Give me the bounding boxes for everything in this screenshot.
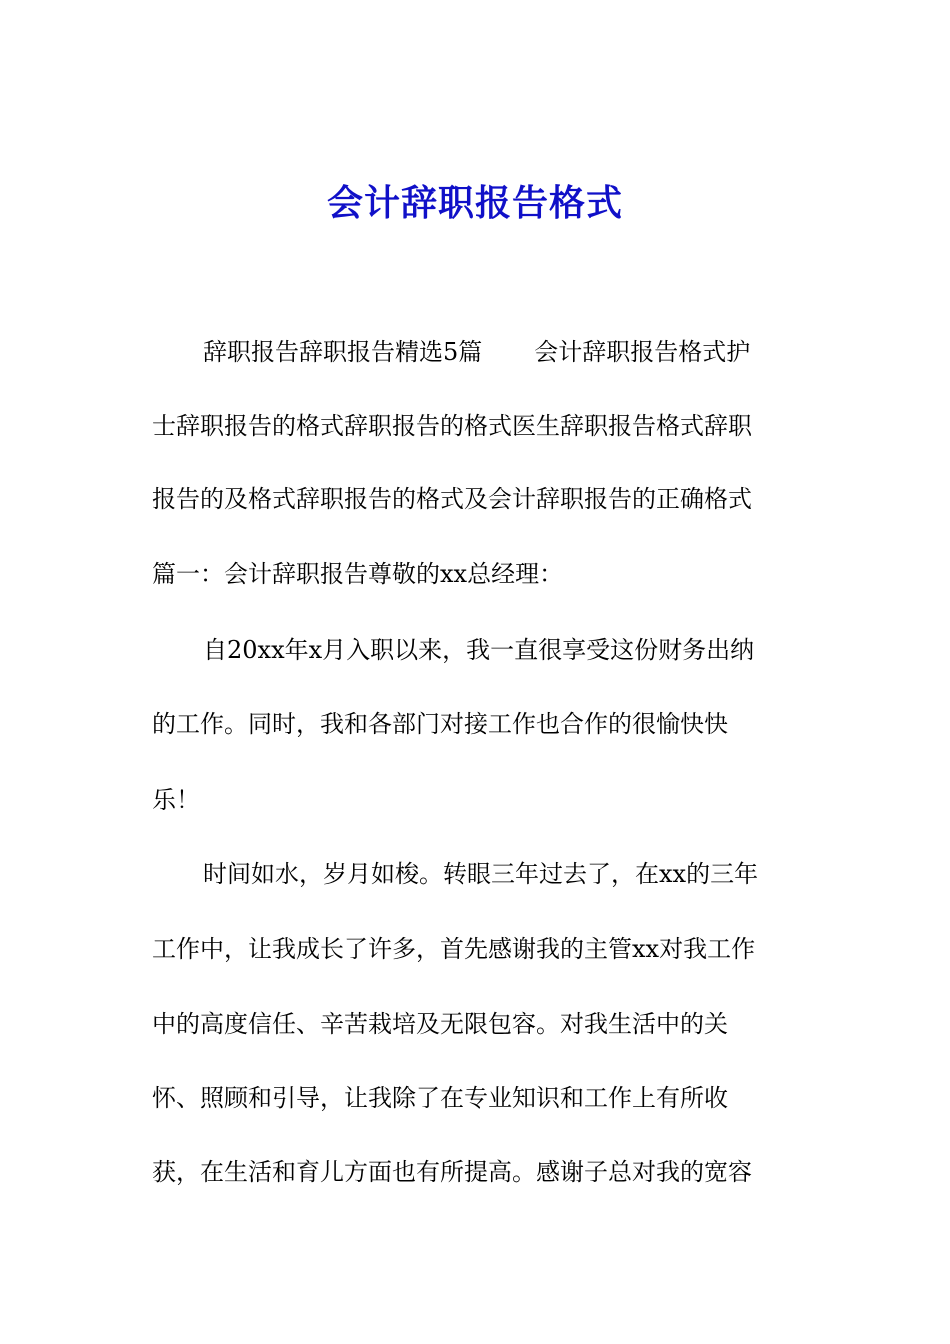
paragraph-line-3: 报告的及格式辞职报告的格式及会计辞职报告的正确格式	[152, 485, 752, 513]
paragraph-line-1	[203, 336, 750, 368]
paragraph-line-12: 获，在生活和育儿方面也有所提高。感谢子总对我的宽容	[152, 1158, 752, 1186]
paragraph-line-7: 乐！	[152, 786, 200, 814]
paragraph-line-6: 的工作。同时，我和各部门对接工作也合作的很愉快快	[152, 710, 728, 738]
paragraph-line-1-part-b: 会计辞职报告格式护	[534, 338, 751, 366]
paragraph-line-11: 怀、照顾和引导，让我除了在专业知识和工作上有所收	[152, 1084, 728, 1112]
paragraph-line-5: 自20xx年x月入职以来，我一直很享受这份财务出纳	[203, 636, 755, 664]
paragraph-line-9: 工作中，让我成长了许多，首先感谢我的主管xx对我工作	[152, 935, 756, 963]
paragraph-line-4: 篇一：会计辞职报告尊敬的xx总经理：	[152, 560, 564, 588]
document-title: 会计辞职报告格式	[326, 182, 623, 224]
paragraph-line-1-part-a: 辞职报告辞职报告精选5篇	[203, 338, 483, 366]
paragraph-line-10: 中的高度信任、辛苦栽培及无限包容。对我生活中的关	[152, 1010, 728, 1038]
paragraph-line-8: 时间如水，岁月如梭。转眼三年过去了，在xx的三年	[203, 860, 759, 888]
paragraph-line-2: 士辞职报告的格式辞职报告的格式医生辞职报告格式辞职	[152, 412, 752, 440]
